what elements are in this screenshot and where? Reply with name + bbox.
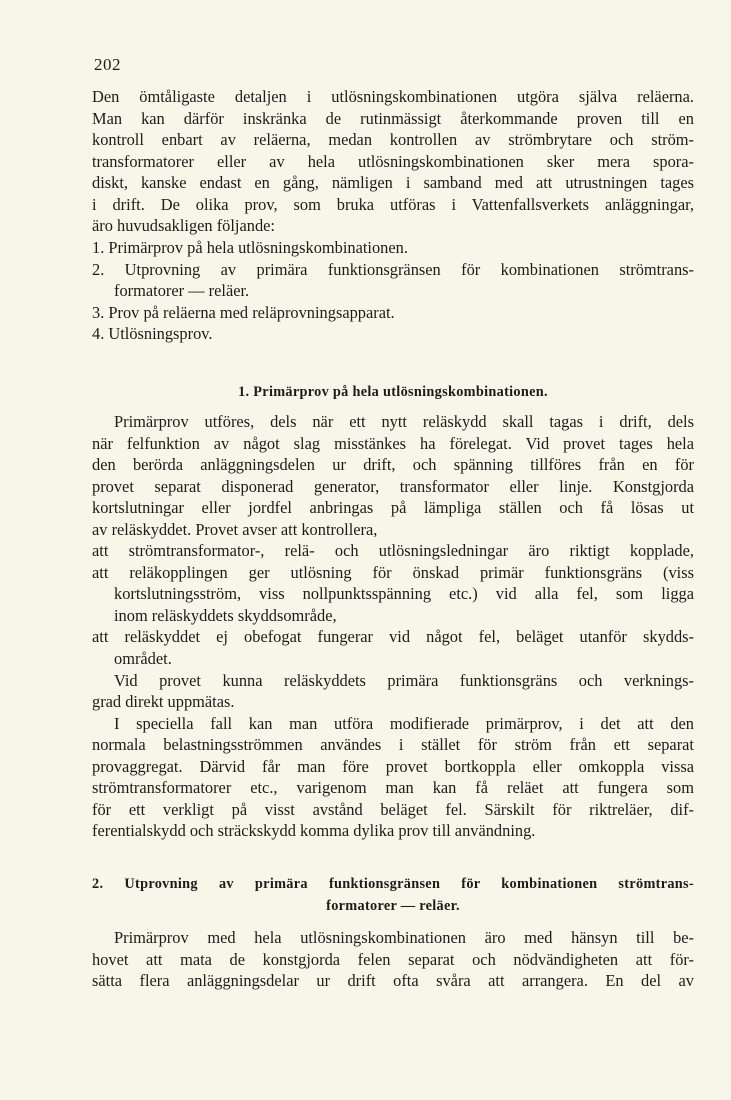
list-item: 2. Utprovning av primära funktionsgränsen för kombinationen strömtrans- — [92, 259, 694, 279]
text-line: att strömtransformator-, relä- och utlösningsledningar äro riktigt kopplade, — [92, 541, 694, 561]
section-heading: 2. Utprovning av primära funktionsgränsen för kombinationen strömtrans- — [92, 876, 694, 892]
text-line: Den ömtåligaste detaljen i utlösningskombinationen utgöra själva reläerna. — [92, 87, 694, 106]
section-heading-continuation: formatorer — reläer. — [326, 898, 460, 914]
text-line: Man kan därför inskränka de rutinmässigt återkommande proven till en — [92, 108, 694, 128]
text-line: grad direkt uppmätas. — [92, 692, 235, 712]
text-line: transformatorer eller av hela utlösningskombinationen sker mera spora- — [92, 151, 694, 171]
text-line: I speciella fall kan man utföra modifierade primärprov, i det att den — [114, 713, 694, 733]
text-line: Primärprov med hela utlösningskombinationen äro med hänsyn till be- — [114, 928, 694, 947]
list-item: 3. Prov på reläerna med reläprovningsapparat. — [92, 302, 395, 322]
intro-paragraph — [92, 86, 694, 237]
text-line: provaggregat. Därvid får man före provet bortkoppla eller omkoppla vissa — [92, 756, 694, 776]
text-line: kortslutningsström, viss nollpunktsspänning etc.) vid alla fel, som ligga — [114, 584, 694, 604]
text-line: den berörda anläggningsdelen ur drift, och spänning tillföres från en för — [92, 455, 694, 475]
section2-body — [92, 927, 694, 992]
list-item: 1. Primärprov på hela utlösningskombinationen. — [92, 238, 408, 257]
text-line: när felfunktion av något slag misstänkes ha förelegat. Vid provet tages hela — [92, 433, 694, 453]
text-line: kortslutningar eller jordfel anbringas på lämpliga ställen och få lösas ut — [92, 498, 694, 518]
text-line: Vid provet kunna reläskyddets primära funktionsgräns och verknings- — [114, 670, 694, 690]
text-line: ferentialskydd och sträckskydd komma dylika prov till användning. — [92, 821, 536, 841]
text-line: kontroll enbart av reläerna, medan kontrollen av strömbrytare och ström- — [92, 130, 694, 150]
text-line: hovet att mata de konstgjorda felen separat och nödvändigheten att för- — [92, 949, 694, 969]
text-line: för ett verkligt på visst avstånd beläget fel. Särskilt för riktreläer, dif- — [92, 799, 694, 819]
page-number: 202 — [94, 55, 121, 74]
text-line: sätta flera anläggningsdelar ur drift ofta svåra att arrangera. En del av — [92, 971, 694, 991]
text-line: att reläkopplingen ger utlösning för önskad primär funktionsgräns (viss — [92, 562, 694, 582]
list-item-continuation: formatorer — reläer. — [114, 281, 250, 301]
text-line: provet separat disponerad generator, transformator eller linje. Konstgjorda — [92, 476, 694, 496]
text-line: äro huvudsakligen följande: — [92, 216, 275, 236]
text-line: normala belastningsströmmen användes i stället för ström från ett separat — [92, 735, 694, 755]
list-item: 4. Utlösningsprov. — [92, 324, 213, 344]
text-line: diskt, kanske endast en gång, nämligen i samband med att utrustningen tages — [92, 173, 694, 193]
text-line: inom reläskyddets skyddsområde, — [114, 605, 337, 625]
section1-body — [92, 411, 694, 842]
text-line: området. — [114, 649, 172, 669]
text-line: i drift. De olika prov, som bruka utföras i Vattenfallsverkets anläggningar, — [92, 194, 694, 214]
text-line: strömtransformatorer etc., varigenom man kan få reläet att fungera som — [92, 778, 694, 798]
text-line: av reläskyddet. Provet avser att kontrollera, — [92, 519, 378, 539]
text-line: Primärprov utföres, dels när ett nytt reläskydd skall tagas i drift, dels — [114, 412, 694, 431]
section-heading: 1. Primärprov på hela utlösningskombinationen. — [238, 384, 548, 400]
test-list — [92, 237, 694, 345]
text-line: att reläskyddet ej obefogat fungerar vid något fel, beläget utanför skydds- — [92, 627, 694, 647]
